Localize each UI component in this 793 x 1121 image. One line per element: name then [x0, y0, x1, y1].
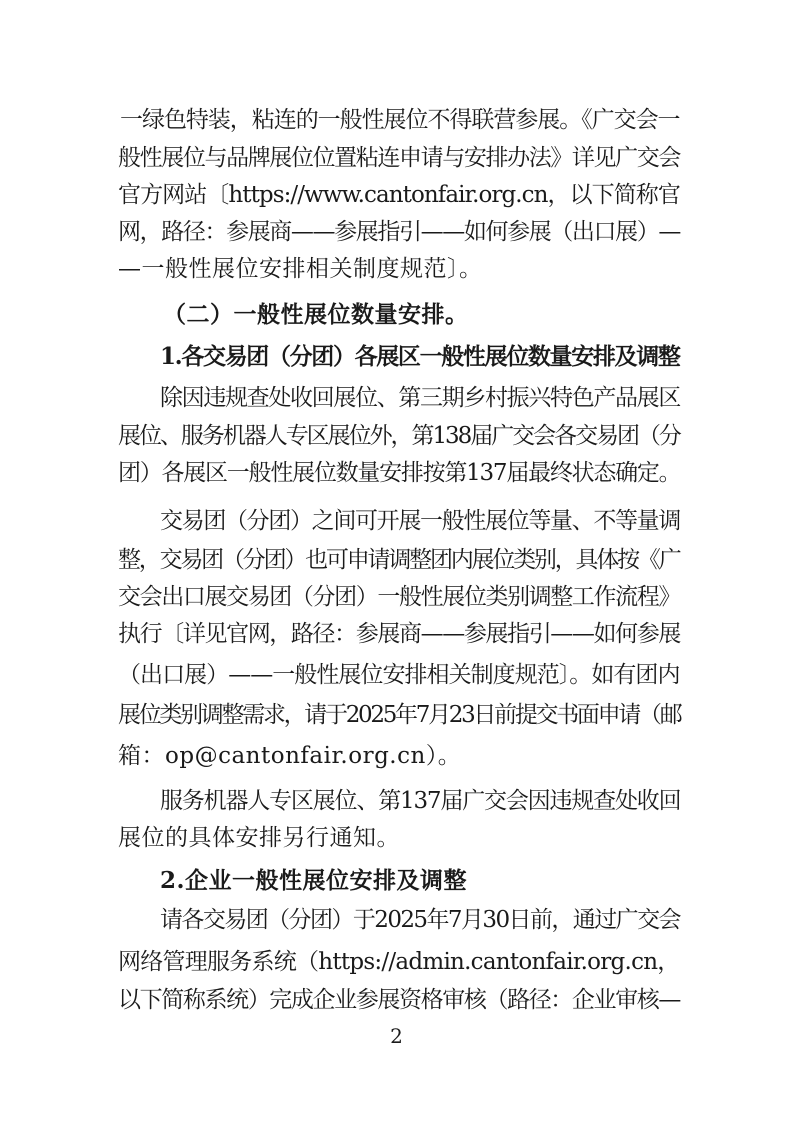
body-line: 团）各展区一般性展位数量安排按第137届最终状态确定。	[118, 460, 681, 486]
section-heading: （二）一般性展位数量安排。	[163, 301, 469, 328]
body-line: 展位类别调整需求，请于2025年7月23日前提交书面申请（邮	[118, 702, 681, 728]
body-line: 官方网站〔https://www.cantonfair.org.cn，以下简称官	[118, 182, 680, 208]
body-line: 一绿色特装，粘连的一般性展位不得联营参展。《广交会一	[120, 107, 680, 133]
body-line: 网络管理服务系统（https://admin.cantonfair.org.cn，	[118, 949, 680, 975]
body-line: 以下简称系统）完成企业参展资格审核（路径：企业审核—	[118, 987, 680, 1013]
body-line: 展位、服务机器人专区展位外，第138届广交会各交易团（分	[118, 423, 680, 449]
body-line: 展位的具体安排另行通知。	[118, 825, 400, 851]
subsection-heading: 1.各交易团（分团）各展区一般性展位数量安排及调整	[160, 343, 680, 370]
body-line: 服务机器人专区展位、第137届广交会因违规查处收回	[160, 788, 681, 814]
subsection-heading: 2.企业一般性展位安排及调整	[160, 867, 468, 894]
body-line: 般性展位与品牌展位位置粘连申请与安排办法》详见广交会	[118, 145, 681, 171]
page-number: 2	[390, 1024, 403, 1048]
body-line: （出口展）——一般性展位安排相关制度规范〕。如有团内	[118, 662, 680, 688]
body-line: 箱：op@cantonfair.org.cn）。	[118, 743, 462, 769]
body-line: —一般性展位安排相关制度规范〕。	[118, 256, 483, 282]
body-line: 除因违规查处收回展位、第三期乡村振兴特色产品展区	[160, 385, 681, 411]
body-line: 整，交易团（分团）也可申请调整团内展位类别，具体按《广	[118, 547, 680, 573]
body-line: 请各交易团（分团）于2025年7月30日前，通过广交会	[160, 907, 680, 933]
body-line: 交易团（分团）之间可开展一般性展位等量、不等量调	[160, 508, 681, 534]
body-line: 执行〔详见官网，路径：参展商——参展指引——如何参展	[118, 621, 681, 647]
body-line: 网，路径：参展商——参展指引——如何参展（出口展）—	[118, 219, 680, 245]
body-line: 交会出口展交易团（分团）一般性展位类别调整工作流程》	[118, 584, 681, 610]
